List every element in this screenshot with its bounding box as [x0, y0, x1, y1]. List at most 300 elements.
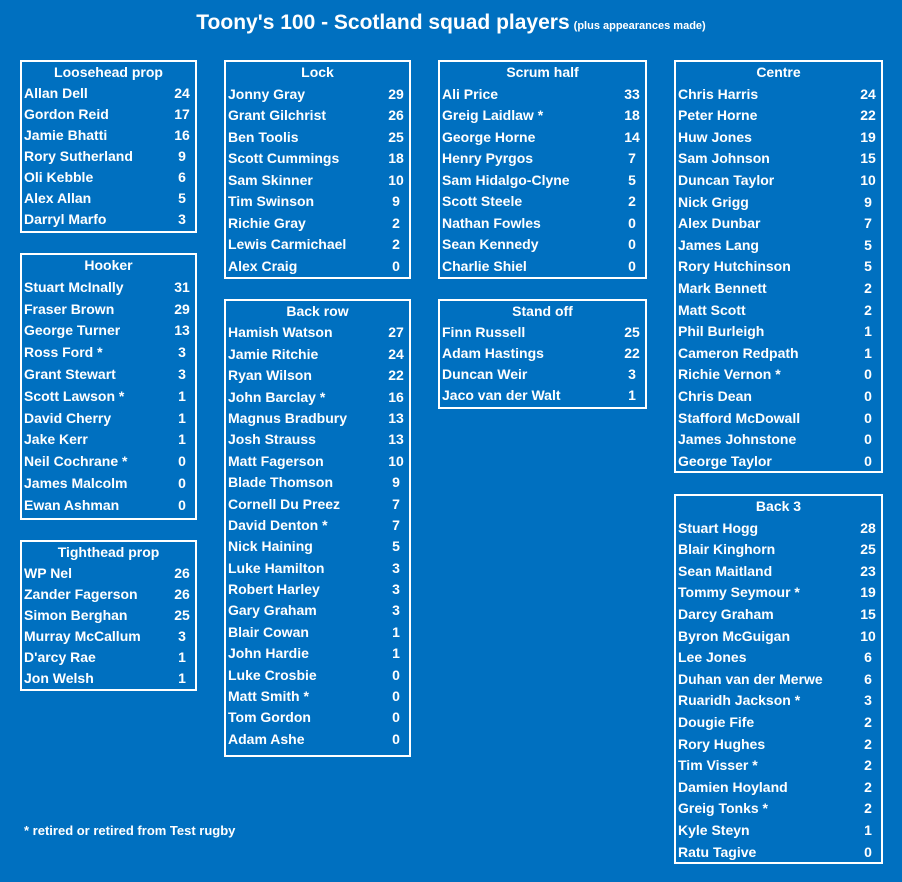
player-name: Dougie Fife [678, 713, 755, 730]
player-name: George Taylor [678, 452, 772, 469]
player-appearances: 0 [864, 452, 872, 469]
player-appearances: 2 [864, 279, 872, 296]
player-row [676, 561, 881, 583]
player-row [226, 256, 409, 278]
player-name: Ewan Ashman [24, 496, 120, 513]
player-row [22, 429, 195, 451]
player-name: WP Nel [24, 565, 72, 581]
player-row [676, 213, 881, 235]
player-name: Jake Kerr [24, 431, 88, 448]
player-name: Alex Craig [228, 257, 298, 274]
player-row [676, 798, 881, 820]
player-appearances: 25 [388, 128, 404, 145]
player-row [22, 473, 195, 495]
player-row [676, 518, 881, 540]
player-name: Jon Welsh [24, 670, 94, 686]
player-row [440, 364, 645, 385]
player-appearances: 9 [178, 148, 186, 164]
player-name: Chris Dean [678, 387, 752, 404]
player-row [440, 127, 645, 149]
player-appearances: 1 [864, 821, 872, 838]
player-appearances: 3 [178, 211, 186, 227]
player-appearances: 5 [864, 258, 872, 275]
player-row [226, 579, 409, 600]
player-row [22, 342, 195, 364]
player-row [22, 668, 195, 689]
player-appearances: 3 [178, 344, 186, 361]
player-appearances: 13 [174, 322, 190, 339]
player-row [676, 170, 881, 192]
player-name: Tommy Seymour * [678, 584, 800, 601]
player-appearances: 25 [174, 607, 190, 623]
player-name: Ben Toolis [228, 128, 299, 145]
player-appearances: 5 [628, 171, 636, 188]
player-name: Simon Berghan [24, 607, 128, 623]
player-row [226, 170, 409, 192]
player-name: Duncan Taylor [678, 171, 775, 188]
position-header: Tighthead prop [57, 544, 160, 560]
player-appearances: 2 [864, 735, 872, 752]
player-appearances: 6 [178, 169, 186, 185]
player-appearances: 24 [388, 345, 404, 362]
player-row [22, 299, 195, 321]
player-name: James Malcolm [24, 474, 128, 491]
player-name: Ratu Tagive [678, 843, 757, 860]
player-row [226, 494, 409, 515]
player-name: Lewis Carmichael [228, 236, 347, 252]
player-row [226, 191, 409, 213]
player-row [676, 278, 881, 300]
player-appearances: 5 [178, 190, 186, 206]
player-name: Gary Graham [228, 602, 317, 619]
player-name: Cornell Du Preez [228, 495, 341, 512]
player-row [676, 256, 881, 278]
player-name: Duncan Weir [442, 366, 528, 382]
position-box [674, 494, 883, 864]
player-appearances: 13 [388, 409, 404, 426]
player-appearances: 2 [864, 800, 872, 817]
player-name: Sean Kennedy [442, 236, 539, 252]
player-name: Luke Hamilton [228, 559, 325, 576]
player-name: Grant Gilchrist [228, 107, 327, 123]
player-name: Nick Grigg [678, 193, 749, 210]
player-name: Sean Maitland [678, 562, 773, 579]
player-row [676, 148, 881, 170]
player-name: Sam Johnson [678, 150, 770, 167]
player-row [676, 429, 881, 451]
player-appearances: 0 [864, 431, 872, 448]
player-name: Jonny Gray [228, 85, 306, 102]
player-row [676, 300, 881, 322]
player-appearances: 0 [392, 688, 400, 705]
player-appearances: 24 [860, 85, 876, 102]
player-name: Gordon Reid [24, 106, 109, 122]
player-appearances: 27 [388, 324, 404, 341]
player-name: Byron McGuigan [678, 627, 791, 644]
player-row [226, 322, 409, 343]
player-name: Fraser Brown [24, 300, 115, 317]
title-text: Toony's 100 - Scotland squad players [196, 11, 570, 34]
player-row [226, 148, 409, 170]
player-name: Finn Russell [442, 324, 526, 340]
player-appearances: 14 [624, 128, 640, 145]
player-name: Hamish Watson [228, 324, 333, 341]
player-row [22, 320, 195, 342]
player-appearances: 22 [388, 367, 404, 384]
position-header: Lock [301, 64, 334, 80]
player-row [22, 104, 195, 125]
player-row [22, 83, 195, 104]
player-row [226, 622, 409, 643]
player-row [440, 385, 645, 406]
player-name: Oli Kebble [24, 169, 94, 185]
position-header: Scrum half [506, 64, 579, 80]
player-row [676, 669, 881, 691]
player-appearances: 22 [624, 345, 640, 361]
player-row [676, 408, 881, 430]
player-row [676, 451, 881, 473]
player-row [676, 734, 881, 756]
position-box [20, 60, 197, 233]
player-appearances: 24 [174, 85, 190, 101]
player-row [22, 386, 195, 408]
player-appearances: 9 [392, 474, 400, 491]
player-appearances: 2 [864, 778, 872, 795]
player-name: Stuart Hogg [678, 519, 759, 536]
position-header: Back 3 [755, 498, 802, 514]
player-row [22, 167, 195, 188]
player-name: James Johnstone [678, 431, 797, 448]
player-name: Phil Burleigh [678, 323, 765, 340]
player-row [22, 605, 195, 626]
player-appearances: 2 [864, 713, 872, 730]
player-appearances: 1 [178, 409, 186, 426]
player-name: Blair Kinghorn [678, 541, 776, 558]
player-appearances: 10 [860, 627, 876, 644]
player-name: Richie Vernon * [678, 366, 781, 383]
position-box [224, 60, 411, 279]
player-name: Neil Cochrane * [24, 453, 128, 470]
player-name: Blair Cowan [228, 623, 309, 640]
player-name: Adam Hastings [442, 345, 544, 361]
player-name: Lee Jones [678, 649, 747, 666]
player-row [226, 643, 409, 664]
player-name: Alex Dunbar [678, 215, 761, 232]
player-appearances: 0 [392, 709, 400, 726]
player-row [676, 235, 881, 257]
player-appearances: 29 [174, 300, 190, 317]
player-row [22, 451, 195, 473]
position-box [224, 299, 411, 757]
player-appearances: 0 [392, 730, 400, 747]
player-row [676, 539, 881, 561]
player-appearances: 10 [388, 171, 404, 188]
player-name: John Barclay * [228, 388, 326, 405]
position-box [674, 60, 883, 473]
player-row [676, 842, 881, 864]
player-row [440, 343, 645, 364]
player-appearances: 1 [178, 387, 186, 404]
player-appearances: 7 [864, 215, 872, 232]
player-name: James Lang [678, 236, 759, 253]
player-row [226, 344, 409, 365]
player-name: George Horne [442, 128, 536, 145]
player-appearances: 1 [178, 649, 186, 665]
player-name: Cameron Redpath [678, 344, 799, 361]
player-appearances: 16 [388, 388, 404, 405]
player-appearances: 23 [860, 562, 876, 579]
player-name: Ruaridh Jackson * [678, 692, 801, 709]
player-name: Alex Allan [24, 190, 92, 206]
player-name: Scott Steele [442, 193, 523, 209]
player-appearances: 13 [388, 431, 404, 448]
player-name: Matt Fagerson [228, 452, 324, 469]
player-name: Huw Jones [678, 128, 752, 145]
player-row [226, 429, 409, 450]
player-name: Murray McCallum [24, 628, 141, 644]
player-appearances: 22 [860, 107, 876, 124]
position-header: Centre [756, 64, 801, 80]
player-name: Stafford McDowall [678, 409, 801, 426]
player-row [676, 386, 881, 408]
player-name: Damien Hoyland [678, 778, 788, 795]
player-name: Matt Smith * [228, 688, 309, 705]
player-row [22, 209, 195, 230]
player-appearances: 0 [628, 214, 636, 231]
player-row [226, 515, 409, 536]
player-appearances: 0 [392, 666, 400, 683]
player-row [676, 755, 881, 777]
player-name: Charlie Shiel [442, 257, 527, 274]
player-row [676, 647, 881, 669]
player-name: Ryan Wilson [228, 367, 312, 384]
player-name: Scott Lawson * [24, 387, 125, 404]
player-row [676, 712, 881, 734]
player-row [676, 626, 881, 648]
player-name: George Turner [24, 322, 121, 339]
player-name: Stuart McInally [24, 278, 124, 295]
player-appearances: 19 [860, 584, 876, 601]
player-row [440, 213, 645, 235]
player-appearances: 3 [628, 366, 636, 382]
player-row [440, 322, 645, 343]
player-appearances: 1 [178, 431, 186, 448]
player-appearances: 9 [392, 193, 400, 209]
player-name: Tim Swinson [228, 193, 315, 209]
position-header: Stand off [512, 303, 573, 319]
player-row [676, 105, 881, 127]
player-appearances: 10 [860, 171, 876, 188]
player-row [440, 191, 645, 213]
player-row [226, 665, 409, 686]
player-name: Nick Haining [228, 538, 313, 555]
player-name: Ross Ford * [24, 344, 103, 361]
player-name: Scott Cummings [228, 150, 340, 166]
player-appearances: 1 [628, 387, 636, 403]
player-row [226, 234, 409, 256]
player-name: Greig Tonks * [678, 800, 768, 817]
player-row [676, 127, 881, 149]
player-row [440, 105, 645, 127]
player-appearances: 1 [392, 645, 400, 662]
player-appearances: 3 [392, 602, 400, 619]
player-name: Darryl Marfo [24, 211, 107, 227]
player-row [676, 192, 881, 214]
player-row [440, 234, 645, 256]
player-row [676, 84, 881, 106]
position-box [20, 540, 197, 691]
player-appearances: 26 [174, 565, 190, 581]
player-appearances: 3 [392, 581, 400, 598]
player-row [226, 686, 409, 707]
player-appearances: 31 [174, 278, 190, 295]
player-name: Tim Visser * [678, 757, 758, 774]
footnote: * retired or retired from Test rugby [24, 823, 236, 838]
player-appearances: 7 [628, 150, 636, 166]
player-row [676, 343, 881, 365]
player-appearances: 28 [860, 519, 876, 536]
player-name: Adam Ashe [228, 730, 305, 747]
position-header: Back row [286, 303, 349, 319]
player-appearances: 3 [178, 628, 186, 644]
player-row [226, 472, 409, 493]
player-row [226, 105, 409, 127]
player-name: Jamie Bhatti [24, 127, 108, 143]
player-appearances: 26 [174, 586, 190, 602]
player-name: Peter Horne [678, 107, 758, 124]
player-name: D'arcy Rae [24, 649, 96, 665]
player-name: Sam Hidalgo-Clyne [442, 171, 570, 188]
player-row [22, 647, 195, 668]
player-name: Rory Hutchinson [678, 258, 791, 275]
player-appearances: 2 [392, 214, 400, 231]
player-row [22, 188, 195, 209]
player-appearances: 0 [178, 474, 186, 491]
player-appearances: 3 [392, 559, 400, 576]
player-row [226, 365, 409, 386]
position-box [438, 60, 647, 279]
player-name: Greig Laidlaw * [442, 107, 544, 123]
player-appearances: 2 [628, 193, 636, 209]
player-name: Kyle Steyn [678, 821, 750, 838]
player-appearances: 6 [864, 670, 872, 687]
player-row [22, 125, 195, 146]
player-row [226, 84, 409, 106]
player-row [226, 729, 409, 750]
subtitle-text: (plus appearances made) [573, 20, 706, 32]
player-row [22, 146, 195, 167]
player-name: Luke Crosbie [228, 666, 317, 683]
player-appearances: 1 [864, 344, 872, 361]
player-row [676, 604, 881, 626]
player-row [676, 321, 881, 343]
position-header: Hooker [84, 257, 133, 273]
player-row [22, 408, 195, 430]
player-appearances: 26 [388, 107, 404, 123]
player-row [226, 127, 409, 149]
player-appearances: 18 [388, 150, 404, 166]
player-name: John Hardie [228, 645, 309, 662]
player-appearances: 1 [864, 323, 872, 340]
player-row [226, 451, 409, 472]
player-name: Rory Sutherland [24, 148, 133, 164]
player-appearances: 6 [864, 649, 872, 666]
player-row [676, 690, 881, 712]
player-row [440, 170, 645, 192]
player-appearances: 5 [392, 538, 400, 555]
player-appearances: 0 [864, 409, 872, 426]
page-title [0, 11, 902, 35]
player-row [440, 84, 645, 106]
player-name: Chris Harris [678, 85, 759, 102]
player-appearances: 29 [388, 85, 404, 102]
player-name: Jaco van der Walt [442, 387, 561, 403]
player-appearances: 0 [392, 257, 400, 274]
player-name: Duhan van der Merwe [678, 670, 823, 687]
player-appearances: 0 [864, 843, 872, 860]
player-name: Zander Fagerson [24, 586, 138, 602]
player-appearances: 16 [174, 127, 190, 143]
player-name: Ali Price [442, 85, 499, 102]
player-appearances: 18 [624, 107, 640, 123]
player-appearances: 9 [864, 193, 872, 210]
player-appearances: 33 [624, 85, 640, 102]
player-appearances: 2 [864, 301, 872, 318]
player-row [226, 536, 409, 557]
player-appearances: 0 [628, 236, 636, 252]
player-row [676, 582, 881, 604]
player-appearances: 1 [178, 670, 186, 686]
player-appearances: 1 [392, 623, 400, 640]
player-row [22, 626, 195, 647]
player-name: David Cherry [24, 409, 112, 426]
player-name: David Denton * [228, 516, 328, 533]
player-name: Henry Pyrgos [442, 150, 534, 166]
player-row [22, 277, 195, 299]
player-row [226, 600, 409, 621]
player-name: Blade Thomson [228, 474, 334, 491]
player-appearances: 0 [864, 387, 872, 404]
position-box [438, 299, 647, 409]
player-appearances: 0 [178, 496, 186, 513]
player-appearances: 17 [174, 106, 190, 122]
player-name: Nathan Fowles [442, 214, 541, 231]
player-row [676, 820, 881, 842]
player-row [226, 408, 409, 429]
player-name: Tom Gordon [228, 709, 311, 726]
player-row [226, 387, 409, 408]
player-row [226, 558, 409, 579]
player-row [676, 777, 881, 799]
player-row [676, 364, 881, 386]
player-name: Richie Gray [228, 214, 306, 231]
player-name: Rory Hughes [678, 735, 766, 752]
player-name: Jamie Ritchie [228, 345, 319, 362]
player-appearances: 15 [860, 605, 876, 622]
player-row [440, 148, 645, 170]
player-name: Sam Skinner [228, 171, 313, 188]
position-header: Loosehead prop [54, 64, 163, 80]
player-appearances: 2 [392, 236, 400, 252]
player-name: Allan Dell [24, 85, 88, 101]
player-name: Darcy Graham [678, 605, 774, 622]
player-appearances: 10 [388, 452, 404, 469]
player-row [226, 213, 409, 235]
player-appearances: 0 [864, 366, 872, 383]
player-appearances: 7 [392, 495, 400, 512]
player-row [22, 584, 195, 605]
player-row [22, 495, 195, 517]
